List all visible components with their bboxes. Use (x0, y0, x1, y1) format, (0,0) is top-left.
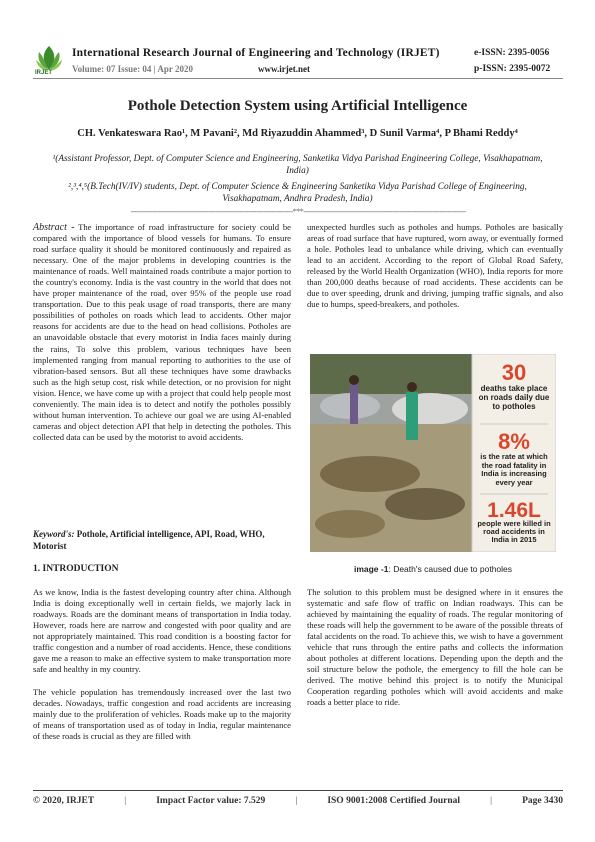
pothole-3 (315, 510, 385, 538)
pothole-2 (385, 488, 465, 520)
affiliation-1: ¹(Assistant Professor, Dept. of Computer Science and Engineering, Sanketika Vidya Parishad Engineering College, Visakhapatnam, India) (52, 154, 543, 176)
volume-issue: Volume: 07 Issue: 04 | Apr 2020 (72, 64, 193, 74)
footer-iso: ISO 9001:2008 Certified Journal (327, 796, 461, 806)
footer-impact-factor: Impact Factor value: 7.529 (156, 796, 266, 806)
p-issn: p-ISSN: 2395-0072 (474, 64, 551, 74)
paper-title: Pothole Detection System using Artificial Intelligence (127, 98, 468, 114)
footer-separator: | (124, 796, 127, 806)
affiliation-2: ²,³,⁴,⁵(B.Tech(IV/IV) students, Dept. of Computer Science & Engineering Sanketika Vidya Parishad College of Engineering, Visakhapatnam, Andhra Pradesh, India) (68, 182, 527, 204)
stat-2-text: is the rate at which the road fatality in India is increasing every year (480, 453, 548, 487)
intro-paragraph-2: The vehicle population has tremendously increased over the last two decades. Nowadays, traffic congestion and road accidents are increasing mainly due to the proliferation of vehicles. Roads make up to the majority of means of transportation used as of today in India, regular maintenance of these roads is crucial as they are filled with (33, 687, 291, 742)
journal-website[interactable]: www.irjet.net (258, 64, 310, 74)
footer (33, 796, 563, 806)
keywords-text: Pothole, Artificial intelligence, API, Road, WHO, Motorist (33, 529, 265, 551)
author-list: CH. Venkateswara Rao¹, M Pavani², Md Riyazuddin Ahammed³, D Sunil Varma⁴, P Bhami Reddy⁴ (77, 128, 518, 139)
stat-2-value: 8% (498, 429, 530, 454)
white-car (392, 393, 468, 425)
stat-3-value: 1.46L (487, 499, 541, 522)
keywords (33, 528, 291, 552)
right-paragraph-2: The solution to this problem must be designed where in it ensures the systematic and safe flow of traffic on Indian roadways. This can be achieved by maintaining the equality of roads. The regular monitoring of these roads will help the government to be aware of the possible threats of fatal accidents on the road. To achieve this, we wish to have a government vehicle that runs through the entire paths and collects the information about potholes at different locations. Depending upon the depth and the soil structure below the pothole, the emergency to fill the hole can be derived. The motive behind this project is to notify the Municipal Cooperation regarding potholes which will avoid accidents and make roads a better place to ride. (307, 587, 563, 708)
abstract-text: The importance of road infrastructure for society could be compared with the importance of blood vessels for humans. To ensure road surface quality it should be monitored continuously and repaired as necessary. One of the major problems in developing countries is the maintenance of roads. Well maintained roads contribute a major portion to the country's economy. India is the vast country in the world that does not have proper maintenance of the road, over 95% of the people use road transportation. Due to this peak usage of road transports, there are many possibilities of potholes on roads which lead to accidents. Other major reasons for accidents are due to the head on head collisions. Potholes are an unavoidable obstacle that every motorist in India faces mainly during the rains, To solve this problem, various techniques have been implemented ranging from manual reporting to authorities to the use of vibration-based sensors. But all these techniques have some drawbacks such as the high setup cost, risk while detection, or no provision for night vision. Hence, we have come up with a project that could help people most conveniently. The main idea is to detect and notify the potholes possibly without human intervention. To achieve our goal we are using AI-enabled cameras and object detection API that help in detecting the potholes. This collected data can be used by the motorist to avoid accidents. (33, 222, 291, 442)
keywords-label: Keyword's: (33, 529, 75, 539)
figure-caption (310, 564, 556, 574)
abstract-label: Abstract - (33, 222, 75, 233)
footer-rule (33, 790, 563, 791)
logo-text: IRJET (35, 70, 53, 76)
caption-label: image -1 (353, 564, 389, 574)
pothole-1 (320, 456, 420, 492)
footer-page-number: Page 3430 (522, 796, 563, 806)
right-paragraph-1: unexpected hurdles such as potholes and humps. Potholes are basically areas of road surface that have ruptured, worn away, or eventually formed a hole. Potholes lead to unbalance while driving, which can eventually lead to an accident. According to the report of Global Road Safety, released by the World Health Organization (WHO), India reports for more than 200,000 deaths because of road accidents. These accidents can be due to over speeding, drunk and driving, jumping traffic signals, and also due to humps, speed-breakers, and potholes. (307, 222, 563, 310)
intro-paragraph-1: As we know, India is the fastest developing country after china. Although India is doing exceptionally well in certain fields, we majorly lack in roadways. Roads are the dominant means of transportation in India today. However, roads here are narrow and congested with poor quality and are not appropriately maintained. This road condition is a boosting factor for traffic congestion and a number of road accidents. Hence, these conditions gave me a reason to make an effective system to make transportation more safe and healthy in my country. (33, 587, 291, 675)
intro-heading: 1. INTRODUCTION (33, 564, 119, 574)
footer-separator: | (490, 796, 493, 806)
stat-1-text: deaths take place on roads daily due to potholes (478, 384, 550, 411)
footer-separator: | (295, 796, 298, 806)
header-rule (33, 78, 563, 79)
caption-text: : Death's caused due to potholes (388, 564, 513, 574)
stat-3-text: people were killed in road accidents in India in 2015 (477, 520, 551, 544)
pothole-figure (310, 354, 556, 552)
abstract (33, 222, 291, 443)
pedestrian-1 (350, 384, 358, 424)
stat-1-value: 30 (501, 360, 527, 385)
section-separator: ---------------------------------------------------------------------------***--------------------------------------------------------------------------- (130, 207, 466, 216)
e-issn: e-ISSN: 2395-0056 (474, 48, 550, 58)
journal-title: International Research Journal of Engineering and Technology (IRJET) (72, 47, 440, 59)
footer-copyright: © 2020, IRJET (33, 796, 95, 806)
pedestrian-2 (406, 392, 418, 440)
